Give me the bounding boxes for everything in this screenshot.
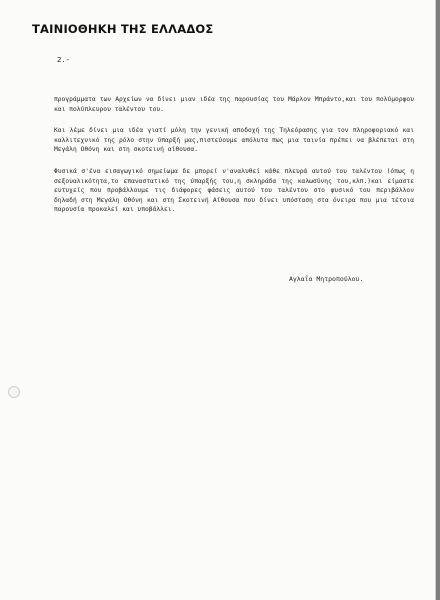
document-body: [54, 95, 414, 227]
scan-edge: [436, 0, 440, 600]
punch-hole-mark: [8, 386, 20, 398]
paragraph: προγράμματα των Αρχείων να δίνει μιαν ιδέα της παρουσίας του Μάρλον Μπράντο,και του πολύμορφου και πολύπλευρου ταλέντου του.: [54, 96, 414, 113]
archive-header: ΤΑΙΝΙΟΘΗΚΗ ΤΗΣ ΕΛΛΑΔΟΣ: [32, 22, 214, 36]
paragraph: Φυσικά σ'ένα εισαγωγικό σημείωμα δε μπορεί ν'αναλυθεί κάθε πλευρά αυτού του ταλέντου (όπως η σεξουαλικότητα,το επαναστατικό της ύπαρξής του,η σκληράδα της καλωσύνης του,κλπ.)και είμαστε ευτυχείς που προβάλλουμε τις διάφορες φάσεις αυτού του ταλέντου στο φυσικό του περιβάλλον δηλαδή στη Μεγάλη Οθόνη και στη Σκοτεινή Αίθουσα που δίνει υπόσταση στα όνειρα που μια τέτοια παρουσία προκαλεί και υποβάλλει.: [54, 167, 414, 214]
page-number: 2.-: [57, 55, 70, 64]
paragraph: Και λέμε δίνει μια ιδέα γιατί μόλη την γενική αποδοχή της Τηλεόρασης για τον πληροφοριακό και καλλιτεχνικό της ρόλο στην ύπαρξή μας,πιστεύουμε απόλυτα πως μια ταινία πρέπει να βλέπεται στη Μεγάλη Οθόνη και στη σκοτεινή αίθουσα.: [54, 127, 414, 154]
signature: Αγλαΐα Μητροπούλου.: [289, 275, 364, 283]
